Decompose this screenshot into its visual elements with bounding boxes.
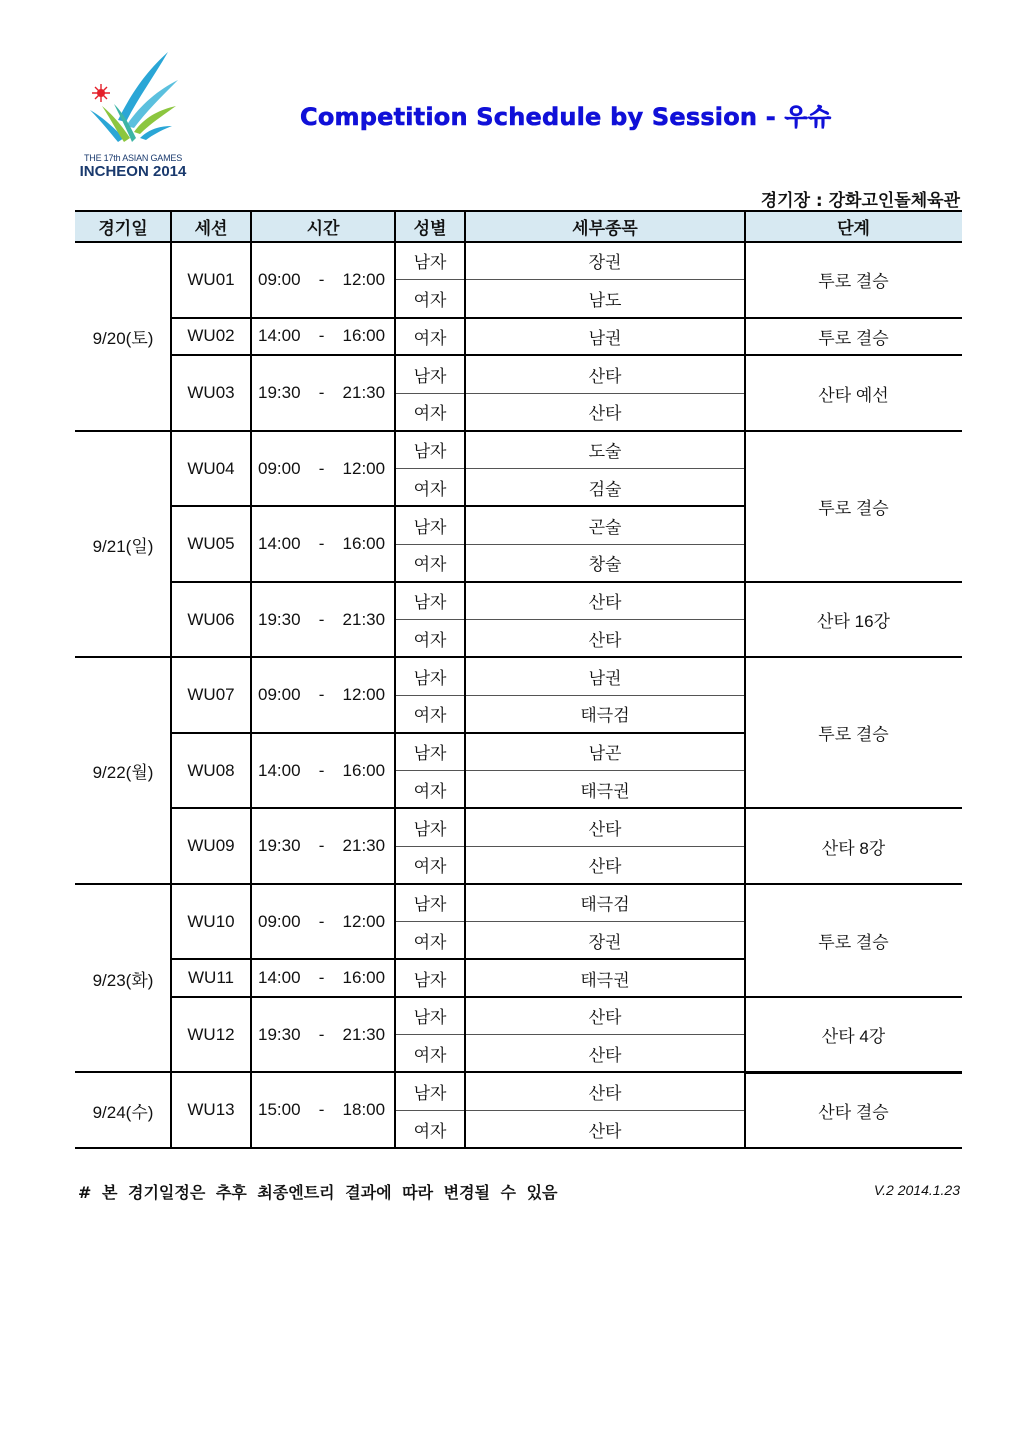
logo-subtitle: THE 17th ASIAN GAMES (83, 153, 183, 163)
session-code-cell: WU04 (187, 458, 235, 478)
session-code-cell: WU06 (187, 609, 235, 629)
time-separator: - (318, 1100, 325, 1120)
row-divider (395, 1110, 745, 1111)
stage-cell: 산타 결승 (818, 1102, 889, 1122)
event-cell: 태극검 (580, 895, 630, 915)
page-title: Competition Schedule by Session - 우슈 (300, 103, 832, 131)
gender-cell: 남자 (413, 970, 447, 990)
column-divider (250, 211, 252, 1148)
end-time: 16:00 (342, 326, 386, 346)
time-cell (251, 318, 395, 356)
time-separator: - (318, 326, 325, 346)
time-cell (251, 582, 395, 658)
row-divider (395, 279, 745, 280)
venue-label: 경기장 : 강화고인돌체육관 (760, 191, 960, 211)
event-cell: 창술 (588, 555, 622, 575)
row-divider (171, 581, 745, 583)
time-cell (251, 997, 395, 1073)
gender-cell: 여자 (413, 781, 447, 801)
row-divider (395, 393, 745, 394)
start-time: 14:00 (258, 760, 301, 780)
column-divider (464, 211, 466, 1148)
column-header-2: 시간 (251, 211, 395, 242)
stage-cell: 투로 결승 (818, 272, 889, 292)
stage-cell: 투로 결승 (818, 328, 889, 348)
gender-cell: 남자 (413, 1083, 447, 1103)
event-cell: 산타 (588, 366, 622, 386)
gender-cell: 여자 (413, 1121, 447, 1141)
event-cell: 태극권 (580, 781, 630, 801)
event-cell: 장권 (588, 253, 622, 273)
stage-cell: 산타 4강 (821, 1027, 886, 1047)
start-time: 14:00 (258, 534, 301, 553)
column-header-0: 경기일 (75, 211, 171, 242)
logo-name: INCHEON 2014 (79, 163, 187, 180)
start-time: 15:00 (258, 1100, 301, 1120)
event-cell: 산타 (588, 857, 622, 877)
gender-cell: 여자 (413, 291, 447, 311)
gender-cell: 여자 (413, 630, 447, 650)
event-cell: 장권 (588, 932, 622, 952)
session-code-cell: WU02 (187, 326, 235, 346)
row-divider (75, 241, 962, 243)
start-time: 19:30 (258, 609, 301, 629)
start-time: 09:00 (258, 911, 301, 931)
event-cell: 산타 (588, 404, 622, 424)
event-cell: 산타 (588, 593, 622, 613)
date-cell: 9/21(일) (92, 536, 154, 556)
gender-cell: 남자 (413, 366, 447, 386)
start-time: 14:00 (258, 968, 301, 988)
time-cell (251, 506, 395, 582)
time-separator: - (318, 911, 325, 931)
gender-cell: 남자 (413, 744, 447, 764)
time-separator: - (318, 383, 325, 402)
end-time: 12:00 (342, 458, 386, 478)
session-code-cell: WU01 (187, 269, 235, 289)
row-divider (745, 1072, 962, 1074)
session-code-cell: WU13 (187, 1100, 235, 1120)
row-divider (75, 1147, 962, 1149)
time-cell (251, 808, 395, 884)
column-header-1: 세션 (171, 211, 251, 242)
column-header-4: 세부종목 (465, 211, 745, 242)
gender-cell: 남자 (413, 819, 447, 839)
date-cell: 9/24(수) (92, 1102, 154, 1122)
start-time: 19:30 (258, 1024, 301, 1044)
event-cell: 남권 (588, 668, 622, 688)
start-time: 09:00 (258, 685, 301, 704)
row-divider (395, 770, 745, 771)
stage-cell: 산타 예선 (818, 385, 889, 405)
session-code-cell: WU09 (187, 836, 235, 855)
time-cell (251, 242, 395, 318)
gender-cell: 남자 (413, 593, 447, 613)
session-code-cell: WU08 (187, 760, 235, 780)
time-cell (251, 1073, 395, 1149)
column-header-3: 성별 (395, 211, 465, 242)
end-time: 12:00 (342, 911, 386, 931)
time-cell (251, 355, 395, 431)
row-divider (395, 544, 745, 545)
session-code-cell: WU05 (187, 534, 235, 553)
event-cell: 남곤 (588, 744, 622, 764)
end-time: 16:00 (342, 968, 386, 988)
row-divider (171, 732, 745, 734)
gender-cell: 남자 (413, 1008, 447, 1028)
gender-cell: 여자 (413, 932, 447, 952)
row-divider (395, 846, 745, 847)
end-time: 16:00 (342, 534, 386, 553)
time-separator: - (318, 1024, 325, 1044)
footnote: # 본 경기일정은 추후 최종엔트리 결과에 따라 변경될 수 있음 (78, 1183, 558, 1202)
session-code-cell: WU12 (187, 1024, 235, 1044)
start-time: 09:00 (258, 269, 301, 289)
end-time: 21:30 (342, 836, 386, 855)
gender-cell: 여자 (413, 479, 447, 499)
time-separator: - (318, 685, 325, 704)
column-header-5: 단계 (745, 211, 962, 242)
row-divider (395, 695, 745, 696)
gender-cell: 여자 (413, 857, 447, 877)
event-cell: 산타 (588, 1046, 622, 1066)
stage-cell: 산타 8강 (821, 838, 886, 858)
gender-cell: 남자 (413, 253, 447, 273)
time-separator: - (318, 534, 325, 553)
date-cell: 9/20(토) (92, 328, 154, 348)
session-code-cell: WU10 (187, 911, 235, 931)
event-cell: 산타 (588, 1008, 622, 1028)
row-divider (745, 656, 962, 658)
end-time: 18:00 (342, 1100, 386, 1120)
gender-cell: 여자 (413, 1046, 447, 1066)
event-cell: 도술 (588, 442, 622, 462)
event-cell: 산타 (588, 630, 622, 650)
event-cell: 곤술 (588, 517, 622, 537)
session-code-cell: WU03 (187, 383, 235, 402)
event-cell: 산타 (588, 1083, 622, 1103)
event-cell: 태극권 (580, 970, 630, 990)
gender-cell: 남자 (413, 895, 447, 915)
stage-cell: 투로 결승 (818, 932, 889, 952)
gender-cell: 여자 (413, 706, 447, 726)
time-separator: - (318, 458, 325, 478)
column-divider (170, 211, 172, 1148)
time-cell (251, 431, 395, 507)
gender-cell: 여자 (413, 555, 447, 575)
stage-cell: 산타 16강 (817, 612, 890, 631)
date-cell: 9/22(월) (92, 763, 154, 782)
row-divider (395, 619, 745, 620)
event-cell: 남권 (588, 328, 622, 348)
gender-cell: 여자 (413, 404, 447, 424)
time-separator: - (318, 269, 325, 289)
time-cell (251, 733, 395, 809)
stage-cell: 투로 결승 (818, 725, 889, 745)
start-time: 14:00 (258, 326, 301, 346)
row-divider (171, 996, 745, 998)
row-divider (745, 354, 962, 356)
row-divider (395, 1034, 745, 1035)
event-cell: 산타 (588, 1121, 622, 1141)
row-divider (75, 210, 962, 212)
start-time: 09:00 (258, 458, 301, 478)
row-divider (171, 317, 745, 319)
end-time: 21:30 (342, 1024, 386, 1044)
time-cell (251, 959, 395, 997)
row-divider (745, 807, 962, 809)
row-divider (395, 468, 745, 469)
time-separator: - (318, 760, 325, 780)
stage-cell: 투로 결승 (818, 498, 889, 518)
row-divider (171, 505, 745, 507)
end-time: 12:00 (342, 269, 386, 289)
row-divider (171, 958, 745, 960)
row-divider (171, 354, 745, 356)
time-separator: - (318, 968, 325, 988)
gender-cell: 남자 (413, 517, 447, 537)
event-cell: 태극검 (580, 706, 630, 726)
row-divider (395, 921, 745, 922)
time-cell (251, 884, 395, 960)
event-cell: 남도 (588, 291, 622, 311)
event-cell: 검술 (588, 479, 622, 499)
column-divider (744, 211, 746, 1148)
column-divider (394, 211, 396, 1148)
start-time: 19:30 (258, 383, 301, 402)
gender-cell: 남자 (413, 668, 447, 688)
session-code-cell: WU11 (188, 968, 234, 988)
version-label: V.2 2014.1.23 (873, 1182, 960, 1198)
time-cell (251, 657, 395, 733)
end-time: 12:00 (342, 685, 386, 704)
date-cell: 9/23(화) (92, 970, 154, 990)
session-code-cell: WU07 (187, 685, 235, 704)
row-divider (745, 883, 962, 885)
event-cell: 산타 (588, 819, 622, 839)
gender-cell: 남자 (413, 442, 447, 462)
end-time: 21:30 (342, 609, 386, 629)
row-divider (745, 430, 962, 432)
end-time: 21:30 (342, 383, 386, 402)
end-time: 16:00 (342, 760, 386, 780)
time-separator: - (318, 609, 325, 629)
start-time: 19:30 (258, 836, 301, 855)
row-divider (171, 807, 745, 809)
time-separator: - (318, 836, 325, 855)
row-divider (745, 317, 962, 319)
row-divider (745, 996, 962, 998)
gender-cell: 여자 (413, 328, 447, 348)
row-divider (745, 581, 962, 583)
